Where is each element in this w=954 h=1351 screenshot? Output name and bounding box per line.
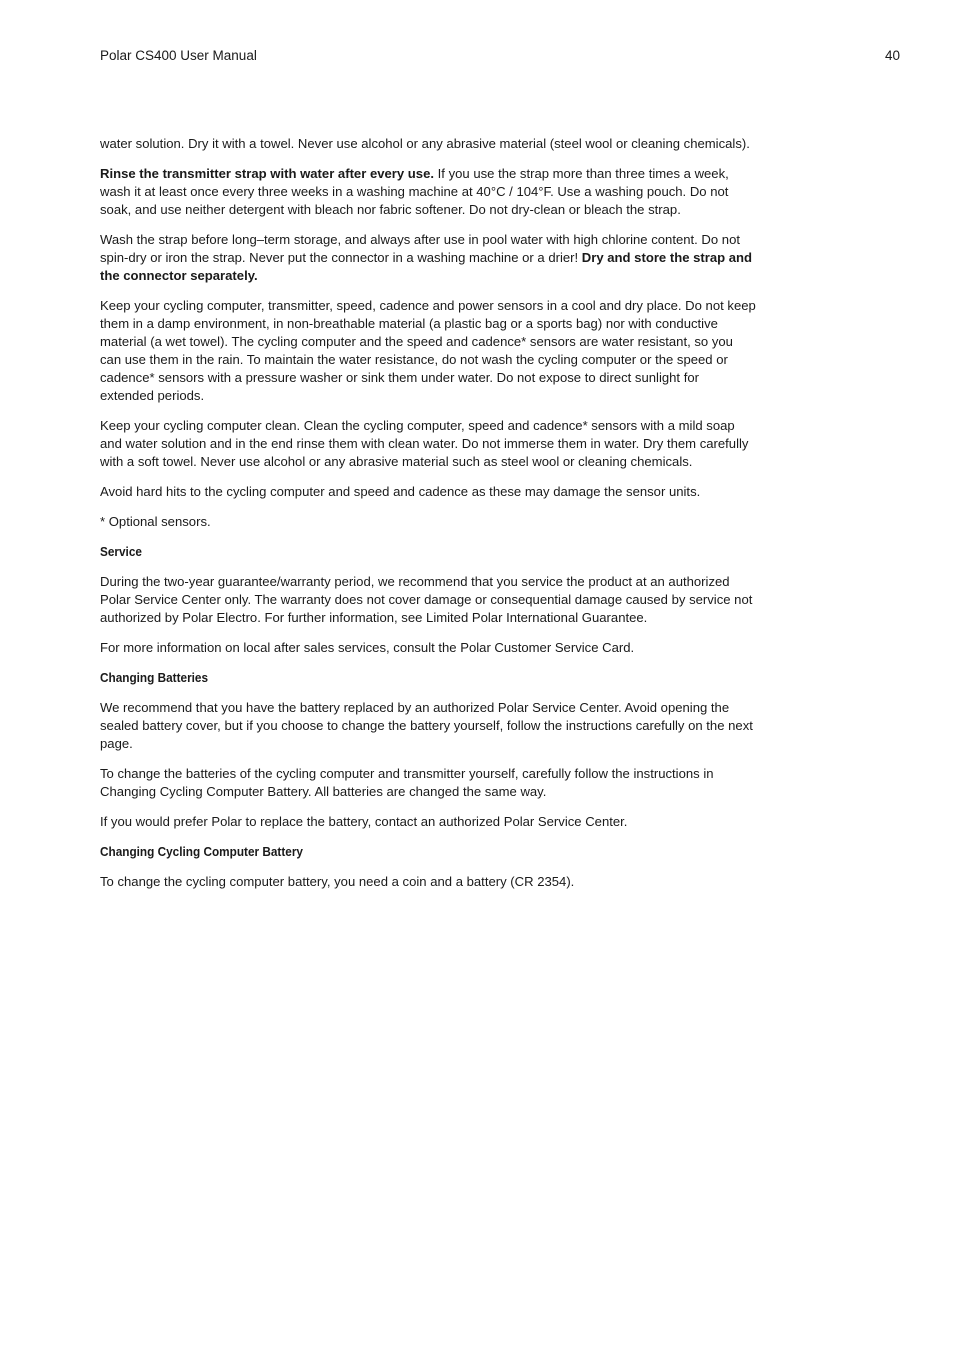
paragraph-batteries-recommend: We recommend that you have the battery replaced by an authorized Polar Service Center. Avoid opening the sealed battery cover, but if you choose to change the battery yourself, follow the instructions carefully on the next page. <box>100 700 753 751</box>
paragraph-service-warranty: During the two-year guarantee/warranty period, we recommend that you service the product at an authorized Polar Service Center only. The warranty does not cover damage or consequential damage caused by service not authorized by Polar Electro. For further information, see Limited Polar International Guarantee. <box>100 574 753 625</box>
paragraph-storage: Keep your cycling computer, transmitter, speed, cadence and power sensors in a cool and dry place. Do not keep them in a damp environment, in non-breathable material (a plastic bag or a sports bag) nor with conductive material (a wet towel). The cycling computer and the speed and cadence* sensors are water resistant, so you can use them in the rain. To maintain the water resistance, do not wash the cycling computer or the speed or cadence* sensors with a pressure washer or sink them under water. Do not expose to direct sunlight for extended periods. <box>100 298 756 403</box>
bold-dry-store: Dry and store the strap and the connector separately. <box>100 250 753 283</box>
text-wash-strap: Wash the strap before long–term storage, and always after use in pool water with high chlorine content. Do not spin-dry or iron the strap. Never put the connector in a washing machine or a drier! <box>100 232 741 265</box>
paragraph-wash-strap <box>100 231 756 285</box>
page-number: 40 <box>884 48 900 63</box>
bold-rinse-strap: Rinse the transmitter strap with water after every use. <box>100 166 435 181</box>
paragraph-optional-sensors: * Optional sensors. <box>100 514 211 529</box>
paragraph-cleaning-continued: water solution. Dry it with a towel. Never use alcohol or any abrasive material (steel wool or cleaning chemicals). <box>100 136 750 151</box>
header-title: Polar CS400 User Manual <box>100 48 257 63</box>
paragraph-avoid-hits: Avoid hard hits to the cycling computer and speed and cadence as these may damage the sensor units. <box>100 484 701 499</box>
paragraph-rinse-strap <box>100 165 756 219</box>
main-content <box>100 135 756 903</box>
paragraph-clean-computer: Keep your cycling computer clean. Clean the cycling computer, speed and cadence* sensors with a mild soap and water solution and in the end rinse them with clean water. Do not immerse them in water. Dry them carefully with a soft towel. Never use alcohol or any abrasive material such as steel wool or cleaning chemicals. <box>100 418 749 469</box>
heading-changing-batteries: Changing Batteries <box>100 670 209 685</box>
text-rinse-strap: If you use the strap more than three times a week, wash it at least once every three weeks in a washing machine at 40°C / 104°F. Use a washing pouch. Do not soak, and use neither detergent with bleach nor fabric softener. Do not dry-clean or bleach the strap. <box>100 166 729 217</box>
heading-service: Service <box>100 544 142 559</box>
paragraph-batteries-yourself: To change the batteries of the cycling computer and transmitter yourself, carefully follow the instructions in Changing Cycling Computer Battery. All batteries are changed the same way. <box>100 766 714 799</box>
paragraph-batteries-polar: If you would prefer Polar to replace the battery, contact an authorized Polar Service Center. <box>100 814 628 829</box>
paragraph-computer-battery: To change the cycling computer battery, you need a coin and a battery (CR 2354). <box>100 874 575 889</box>
paragraph-service-info: For more information on local after sales services, consult the Polar Customer Service Card. <box>100 640 635 655</box>
heading-changing-computer-battery: Changing Cycling Computer Battery <box>100 844 303 859</box>
